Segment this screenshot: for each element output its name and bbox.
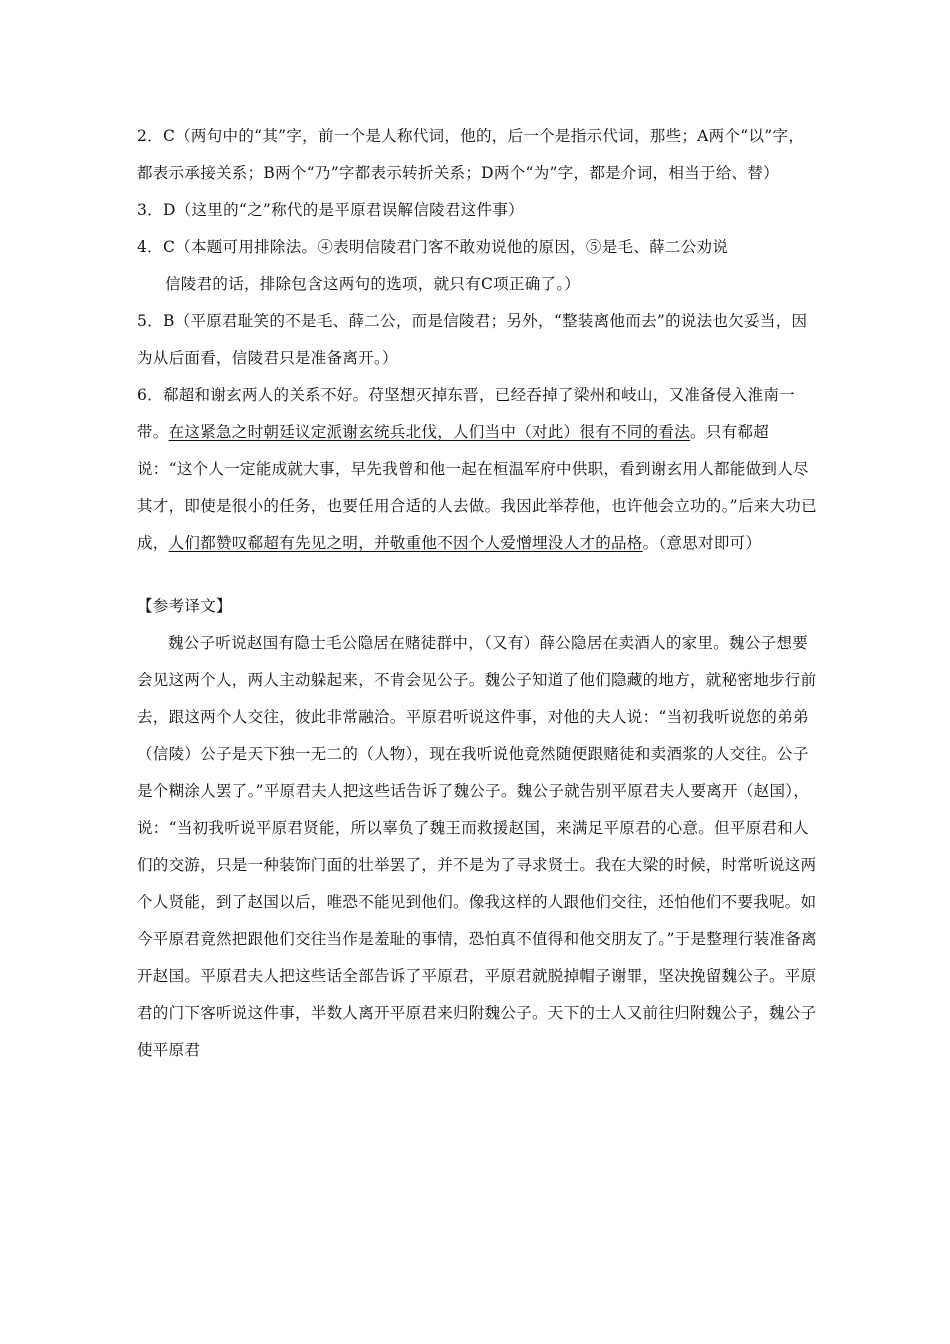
- answer-6-text-1: 6．郗超和谢玄两人的关系不好。苻坚想灭掉东晋，已经吞掉了梁州和岐山，又准备侵入淮南一带。: [137, 386, 795, 441]
- answer-6: [137, 377, 817, 562]
- section-spacer: [137, 562, 817, 588]
- answer-6-underline-1: 在这紧急之时朝廷议定派谢玄统兵北伐，人们当中（对此）很有不同的看法: [168, 423, 691, 441]
- translation-heading: 【参考译文】: [137, 597, 232, 615]
- answer-6-text-2: 。只有郗超说：“这个人一定能成就大事，早先我曾和他一起在桓温军府中供职，看到谢玄用人都能做到人尽其才，即使是很小的任务，也要任用合适的人去做。我因此举荐他，也许他会立功的。”后来大功已成，: [137, 423, 817, 552]
- answer-2: 2．C（两句中的“其”字，前一个是人称代词，他的，后一个是指示代词，那些；A两个“以”字，都表示承接关系；B两个“乃”字都表示转折关系；D两个“为”字，都是介词，相当于给、替）: [137, 127, 805, 182]
- answer-4-line1: 4．C（本题可用排除法。④表明信陵君门客不敢劝说他的原因，⑤是毛、薛二公劝说: [137, 238, 729, 256]
- answer-6-text-3: 。（意思对即可）: [642, 534, 762, 552]
- answer-4-line2: 信陵君的话，排除包含这两句的选项，就只有C项正确了。）: [165, 275, 581, 293]
- document-content: [137, 118, 817, 1069]
- answer-6-underline-2: 人们都赞叹郗超有先见之明，并敬重他不因个人爱憎埋没人才的品格: [168, 534, 643, 552]
- answer-5: 5．B（平原君耻笑的不是毛、薛二公，而是信陵君；另外，“整装离他而去”的说法也欠妥当，因为从后面看，信陵君只是准备离开。）: [137, 312, 808, 367]
- translation-body: 魏公子听说赵国有隐士毛公隐居在赌徒群中，（又有）薛公隐居在卖酒人的家里。魏公子想要会见这两个人，两人主动躲起来，不肯会见公子。魏公子知道了他们隐藏的地方，就秘密地步行前去，跟这两个人交往，彼此非常融洽。平原君听说这件事，对他的夫人说：“当初我听说您的弟弟（信陵）公子是天下独一无二的（人物），现在我听说他竟然随便跟赌徒和卖酒浆的人交往。公子是个糊涂人罢了。”平原君夫人把这些话告诉了魏公子。魏公子就告别平原君夫人要离开（赵国），说：“当初我听说平原君贤能，所以辜负了魏王而救援赵国，来满足平原君的心意。但平原君和人们的交游，只是一种装饰门面的壮举罢了，并不是为了寻求贤士。我在大梁的时候，时常听说这两个人贤能，到了赵国以后，唯恐不能见到他们。像我这样的人跟他们交往，还怕他们不要我呢。如今平原君竟然把跟他们交往当作是羞耻的事情，恐怕真不值得和他交朋友了。”于是整理行装准备离开赵国。平原君夫人把这些话全部告诉了平原君，平原君就脱掉帽子谢罪，坚决挽留魏公子。平原君的门下客听说这件事，半数人离开平原君来归附魏公子。天下的士人又前往归附魏公子，魏公子使平原君: [137, 634, 817, 1059]
- answer-3: 3．D（这里的“之”称代的是平原君误解信陵君这件事）: [137, 201, 524, 219]
